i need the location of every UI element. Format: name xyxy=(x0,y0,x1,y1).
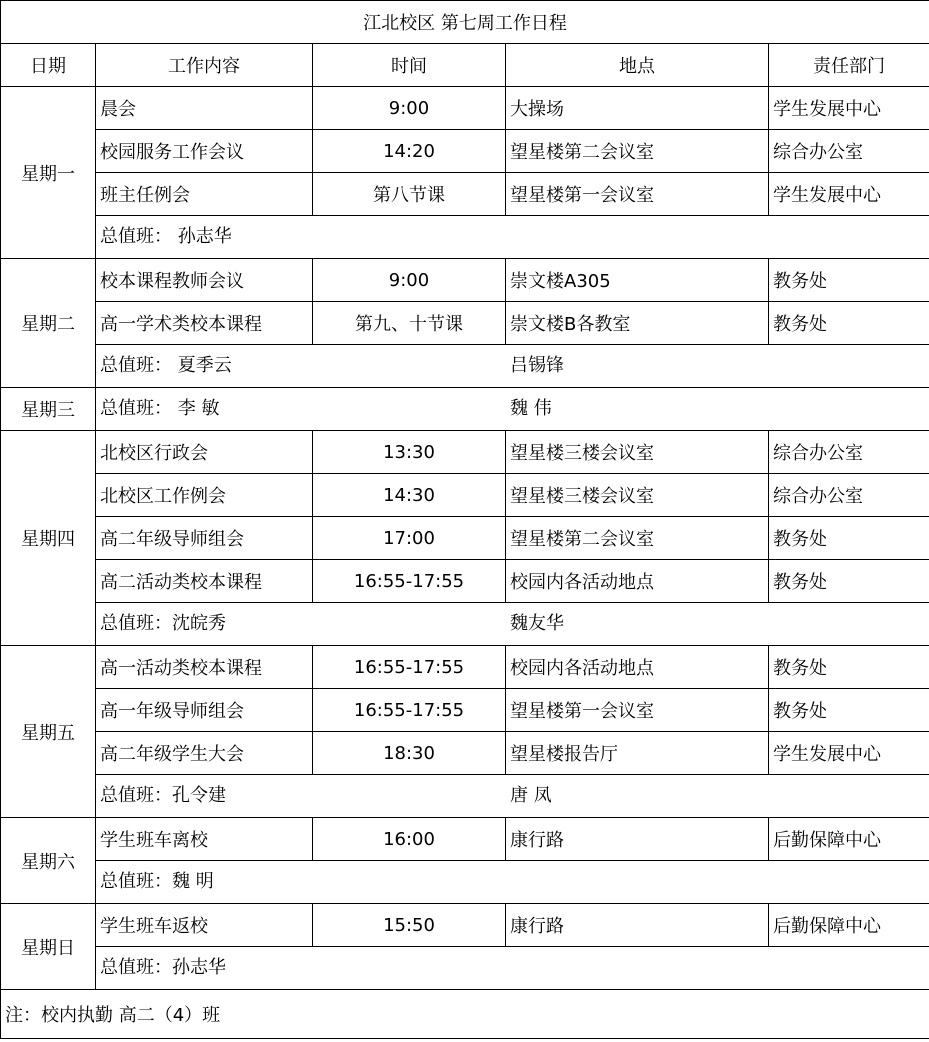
cell-time: 14:20 xyxy=(313,130,506,173)
duty-secondary: 魏 伟 xyxy=(510,398,552,419)
cell-content: 高二年级导师组会 xyxy=(96,517,313,560)
cell-place: 望星楼报告厅 xyxy=(506,732,769,775)
schedule-row xyxy=(1,818,929,861)
cell-content: 学生班车离校 xyxy=(96,818,313,861)
schedule-body xyxy=(1,87,929,990)
cell-time: 16:55-17:55 xyxy=(313,646,506,689)
header-time: 时间 xyxy=(313,44,506,87)
cell-time: 16:55-17:55 xyxy=(313,560,506,603)
cell-place: 校园内各活动地点 xyxy=(506,560,769,603)
cell-time: 第九、十节课 xyxy=(313,302,506,345)
cell-dept: 综合办公室 xyxy=(769,130,929,173)
cell-dept: 教务处 xyxy=(769,560,929,603)
schedule-title: 江北校区 第七周工作日程 xyxy=(1,1,929,44)
schedule-row xyxy=(1,904,929,947)
schedule-row xyxy=(1,173,929,216)
duty-row xyxy=(1,861,929,904)
cell-dept: 教务处 xyxy=(769,646,929,689)
duty-cell xyxy=(96,861,929,904)
cell-place: 校园内各活动地点 xyxy=(506,646,769,689)
schedule-row xyxy=(1,560,929,603)
cell-dept: 综合办公室 xyxy=(769,474,929,517)
schedule-row xyxy=(1,431,929,474)
cell-time: 9:00 xyxy=(313,87,506,130)
schedule-row xyxy=(1,474,929,517)
schedule-row xyxy=(1,517,929,560)
cell-content: 高一学术类校本课程 xyxy=(96,302,313,345)
duty-cell xyxy=(96,345,929,388)
day-label: 星期二 xyxy=(1,259,96,388)
duty-cell xyxy=(96,603,929,646)
cell-time: 14:30 xyxy=(313,474,506,517)
cell-dept: 后勤保障中心 xyxy=(769,904,929,947)
schedule-row xyxy=(1,130,929,173)
duty-row xyxy=(1,388,929,431)
duty-primary: 总值班：魏 明 xyxy=(100,871,214,892)
cell-content: 高二活动类校本课程 xyxy=(96,560,313,603)
duty-row xyxy=(1,345,929,388)
cell-content: 校园服务工作会议 xyxy=(96,130,313,173)
header-day: 日期 xyxy=(1,44,96,87)
footnote: 注：校内执勤 高二（4）班 xyxy=(1,990,929,1039)
cell-dept: 学生发展中心 xyxy=(769,173,929,216)
cell-time: 第八节课 xyxy=(313,173,506,216)
header-dept: 责任部门 xyxy=(769,44,929,87)
cell-time: 16:55-17:55 xyxy=(313,689,506,732)
header-row xyxy=(1,44,929,87)
cell-dept: 教务处 xyxy=(769,259,929,302)
duty-cell xyxy=(96,388,929,431)
cell-place: 康行路 xyxy=(506,904,769,947)
duty-primary: 总值班： 孙志华 xyxy=(100,226,232,247)
duty-primary: 总值班： 夏季云 xyxy=(100,355,232,376)
duty-primary: 总值班：孙志华 xyxy=(100,957,226,978)
cell-content: 班主任例会 xyxy=(96,173,313,216)
schedule-row xyxy=(1,689,929,732)
duty-row xyxy=(1,603,929,646)
cell-content: 北校区工作例会 xyxy=(96,474,313,517)
header-place: 地点 xyxy=(506,44,769,87)
schedule-row xyxy=(1,302,929,345)
schedule-row xyxy=(1,87,929,130)
cell-content: 高二年级学生大会 xyxy=(96,732,313,775)
cell-place: 崇文楼B各教室 xyxy=(506,302,769,345)
cell-dept: 综合办公室 xyxy=(769,431,929,474)
cell-place: 崇文楼A305 xyxy=(506,259,769,302)
cell-dept: 后勤保障中心 xyxy=(769,818,929,861)
day-label: 星期四 xyxy=(1,431,96,646)
cell-time: 17:00 xyxy=(313,517,506,560)
cell-dept: 学生发展中心 xyxy=(769,87,929,130)
duty-row xyxy=(1,775,929,818)
cell-time: 18:30 xyxy=(313,732,506,775)
cell-place: 望星楼三楼会议室 xyxy=(506,431,769,474)
duty-cell xyxy=(96,947,929,990)
duty-primary: 总值班：孔令建 xyxy=(100,785,226,806)
header-content: 工作内容 xyxy=(96,44,313,87)
duty-row xyxy=(1,216,929,259)
duty-secondary: 吕锡锋 xyxy=(510,355,564,376)
duty-secondary: 唐 凤 xyxy=(510,785,552,806)
cell-content: 学生班车返校 xyxy=(96,904,313,947)
day-label: 星期一 xyxy=(1,87,96,259)
cell-time: 13:30 xyxy=(313,431,506,474)
day-label: 星期三 xyxy=(1,388,96,431)
duty-row xyxy=(1,947,929,990)
cell-place: 康行路 xyxy=(506,818,769,861)
cell-place: 望星楼三楼会议室 xyxy=(506,474,769,517)
cell-place: 大操场 xyxy=(506,87,769,130)
cell-content: 晨会 xyxy=(96,87,313,130)
cell-content: 北校区行政会 xyxy=(96,431,313,474)
duty-cell xyxy=(96,216,929,259)
schedule-row xyxy=(1,646,929,689)
duty-primary: 总值班：沈皖秀 xyxy=(100,613,226,634)
cell-content: 高一活动类校本课程 xyxy=(96,646,313,689)
duty-cell xyxy=(96,775,929,818)
cell-place: 望星楼第一会议室 xyxy=(506,689,769,732)
cell-place: 望星楼第二会议室 xyxy=(506,517,769,560)
cell-place: 望星楼第一会议室 xyxy=(506,173,769,216)
cell-dept: 学生发展中心 xyxy=(769,732,929,775)
schedule-row xyxy=(1,732,929,775)
duty-secondary: 魏友华 xyxy=(510,613,564,634)
day-label: 星期六 xyxy=(1,818,96,904)
cell-content: 高一年级导师组会 xyxy=(96,689,313,732)
day-label: 星期五 xyxy=(1,646,96,818)
cell-time: 9:00 xyxy=(313,259,506,302)
cell-time: 16:00 xyxy=(313,818,506,861)
cell-time: 15:50 xyxy=(313,904,506,947)
cell-dept: 教务处 xyxy=(769,302,929,345)
day-label: 星期日 xyxy=(1,904,96,990)
schedule-row xyxy=(1,259,929,302)
cell-content: 校本课程教师会议 xyxy=(96,259,313,302)
cell-dept: 教务处 xyxy=(769,689,929,732)
cell-place: 望星楼第二会议室 xyxy=(506,130,769,173)
duty-primary: 总值班： 李 敏 xyxy=(100,398,220,419)
cell-dept: 教务处 xyxy=(769,517,929,560)
